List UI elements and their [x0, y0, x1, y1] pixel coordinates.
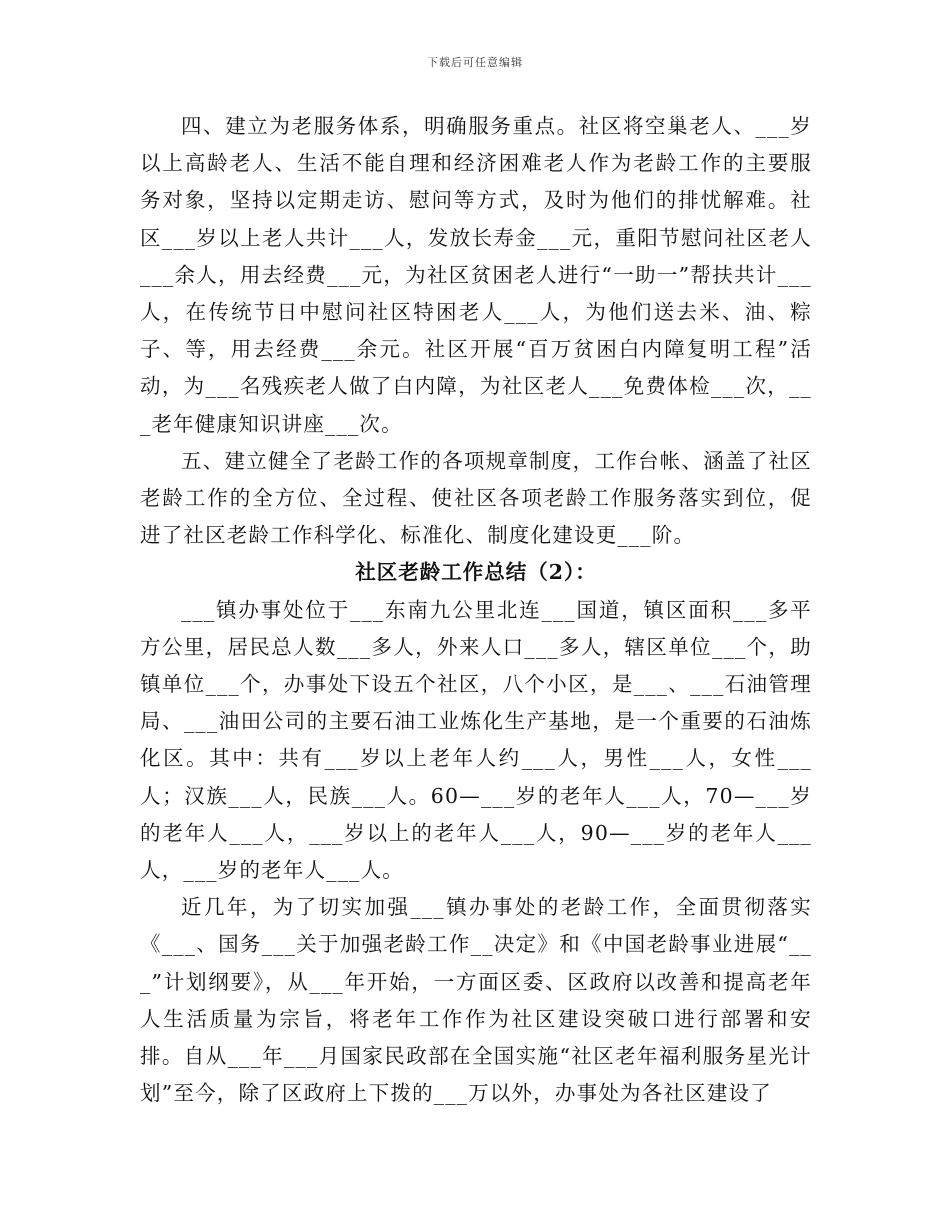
section-title: 社区老龄工作总结（2）： — [355, 560, 597, 585]
paragraph-regulations: 五、建立健全了老龄工作的各项规章制度，工作台帐、涵盖了社区老龄工作的全方位、全过程、使社区各项老龄工作服务落实到位，促进了社区老龄工作科学化、标准化、制度化建设更___阶。 — [140, 448, 812, 548]
paragraph-town-overview: ___镇办事处位于___东南九公里北连___国道，镇区面积___多平方公里，居民总人数___多人，外来人口___多人，辖区单位___个，助镇单位___个，办事处下设五个社区，八个小区，是___、___石油管理局、___油田公司的主要石油工业炼化生产基地，是一个重要的石油炼化区。其中：共有___岁以上老年人约___人，男性___人，女性___人；汉族___人，民族___人。60—___岁的老年人___人，70—___岁的老年人___人，___岁以上的老年人___人，90—___岁的老年人___人，___岁的老年人___人。 — [140, 597, 812, 883]
page-header: 下载后可任意编辑 — [427, 56, 523, 69]
document-body — [140, 108, 812, 1112]
paragraph-recent-years: 近几年，为了切实加强___镇办事处的老龄工作，全面贯彻落实《___、国务___关于加强老龄工作__决定》和《中国老龄事业进展“___”计划纲要》，从___年开始，一方面区委、区政府以改善和提高老年人生活质量为宗旨，将老年工作作为社区建设突破口进行部署和安排。自从___年___月国家民政部在全国实施“社区老年福利服务星光计划”至今，除了区政府上下拨的___万以外，办事处为各社区建设了 — [140, 895, 812, 1106]
paragraph-service-system: 四、建立为老服务体系，明确服务重点。社区将空巢老人、___岁以上高龄老人、生活不能自理和经济困难老人作为老龄工作的主要服务对象，坚持以定期走访、慰问等方式，及时为他们的排忧解难。社区___岁以上老人共计___人，发放长寿金___元，重阳节慰问社区老人___余人，用去经费___元，为社区贫困老人进行“一助一”帮扶共计___人，在传统节日中慰问社区特困老人___人，为他们送去米、油、粽子、等，用去经费___余元。社区开展“百万贫困白内障复明工程”活动，为___名残疾老人做了白内障，为社区老人___免费体检___次，___老年健康知识讲座___次。 — [140, 114, 812, 436]
